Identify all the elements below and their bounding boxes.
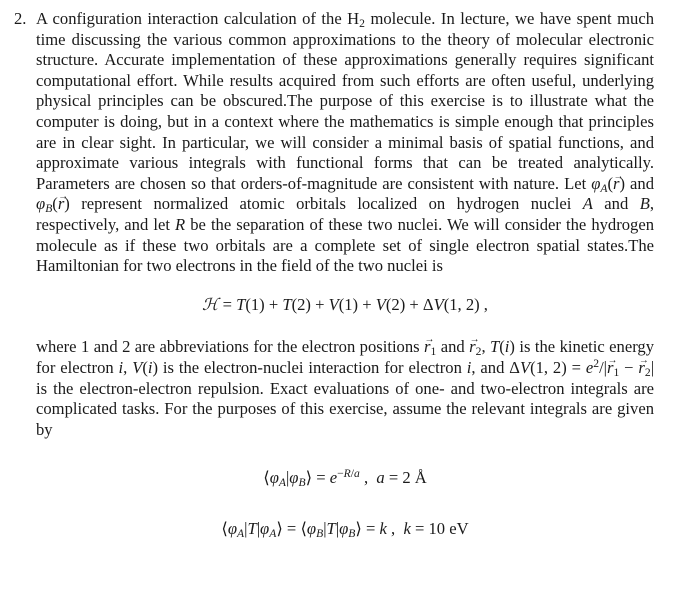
kinetic-integral-equation: $⟨\varphi_A|T|\varphi_A⟩$ = $⟨\varphi_B|T|\varphi_B⟩ = k$ , k = 10 eV: [221, 518, 469, 540]
problem-2: [14, 9, 654, 539]
problem-number: 2.: [14, 9, 27, 28]
hamiltonian-equation: ℋ = T(1) + T(2) + V(1) + V(2) + ΔV(1, 2) ,: [202, 294, 488, 314]
problem-intro: In lecture, we have spent much time discussing the various common approximations to the theory of molecular electronic structure. Accurate implementation of these approximations generally requires significant computational effort. While results acquired from such efforts are often useful, underlying physical principles can be obscured.The purpose of this exercise is to illustrate what the computer is doing, but in a context where the mathematics is simple enough that principles are in clear sight. In particular, we will consider a minimal basis of spatial functions, and approximate various integrals with functional forms that can be treated analytically. Parameters are chosen so that orders-of-magnitude are consistent with nature.: [36, 9, 654, 193]
problem-title: A configuration interaction calculation of the $H_2$ molecule.: [36, 9, 436, 30]
problem-text: [36, 9, 654, 277]
problem-definitions: Let $\varphi_A(\to r)$ and $\varphi_B(\to r)$ represent normalized atomic orbitals localized on hydrogen nuclei A and B, respectively, and let R be the separation of these two nuclei. We will consider the hydrogen molecule as if these two orbitals are a complete set of single electron spatial states.: [36, 174, 654, 255]
overlap-integral-equation: $⟨\varphi_A|\varphi_B⟩ = e^{-R/a}$ , a = 2 Å: [263, 467, 427, 490]
hamiltonian-explanation: where 1 and 2 are abbreviations for the electron positions → $r_1$ and → $r_2$, T(i) is the kinetic energy for electron i, V(i) is the electron-nuclei interaction for electron i, and ΔV(1, $2) = e^2/|\to r_1$ − → $r_2|$ is the electron-electron repulsion. Exact evaluations of one- and two-electron integrals are complicated tasks. For the purposes of this exercise, assume the relevant integrals are given by: [36, 337, 654, 440]
hamiltonian-intro: The Hamiltonian for two electrons in the field of the two nuclei is: [36, 235, 654, 276]
